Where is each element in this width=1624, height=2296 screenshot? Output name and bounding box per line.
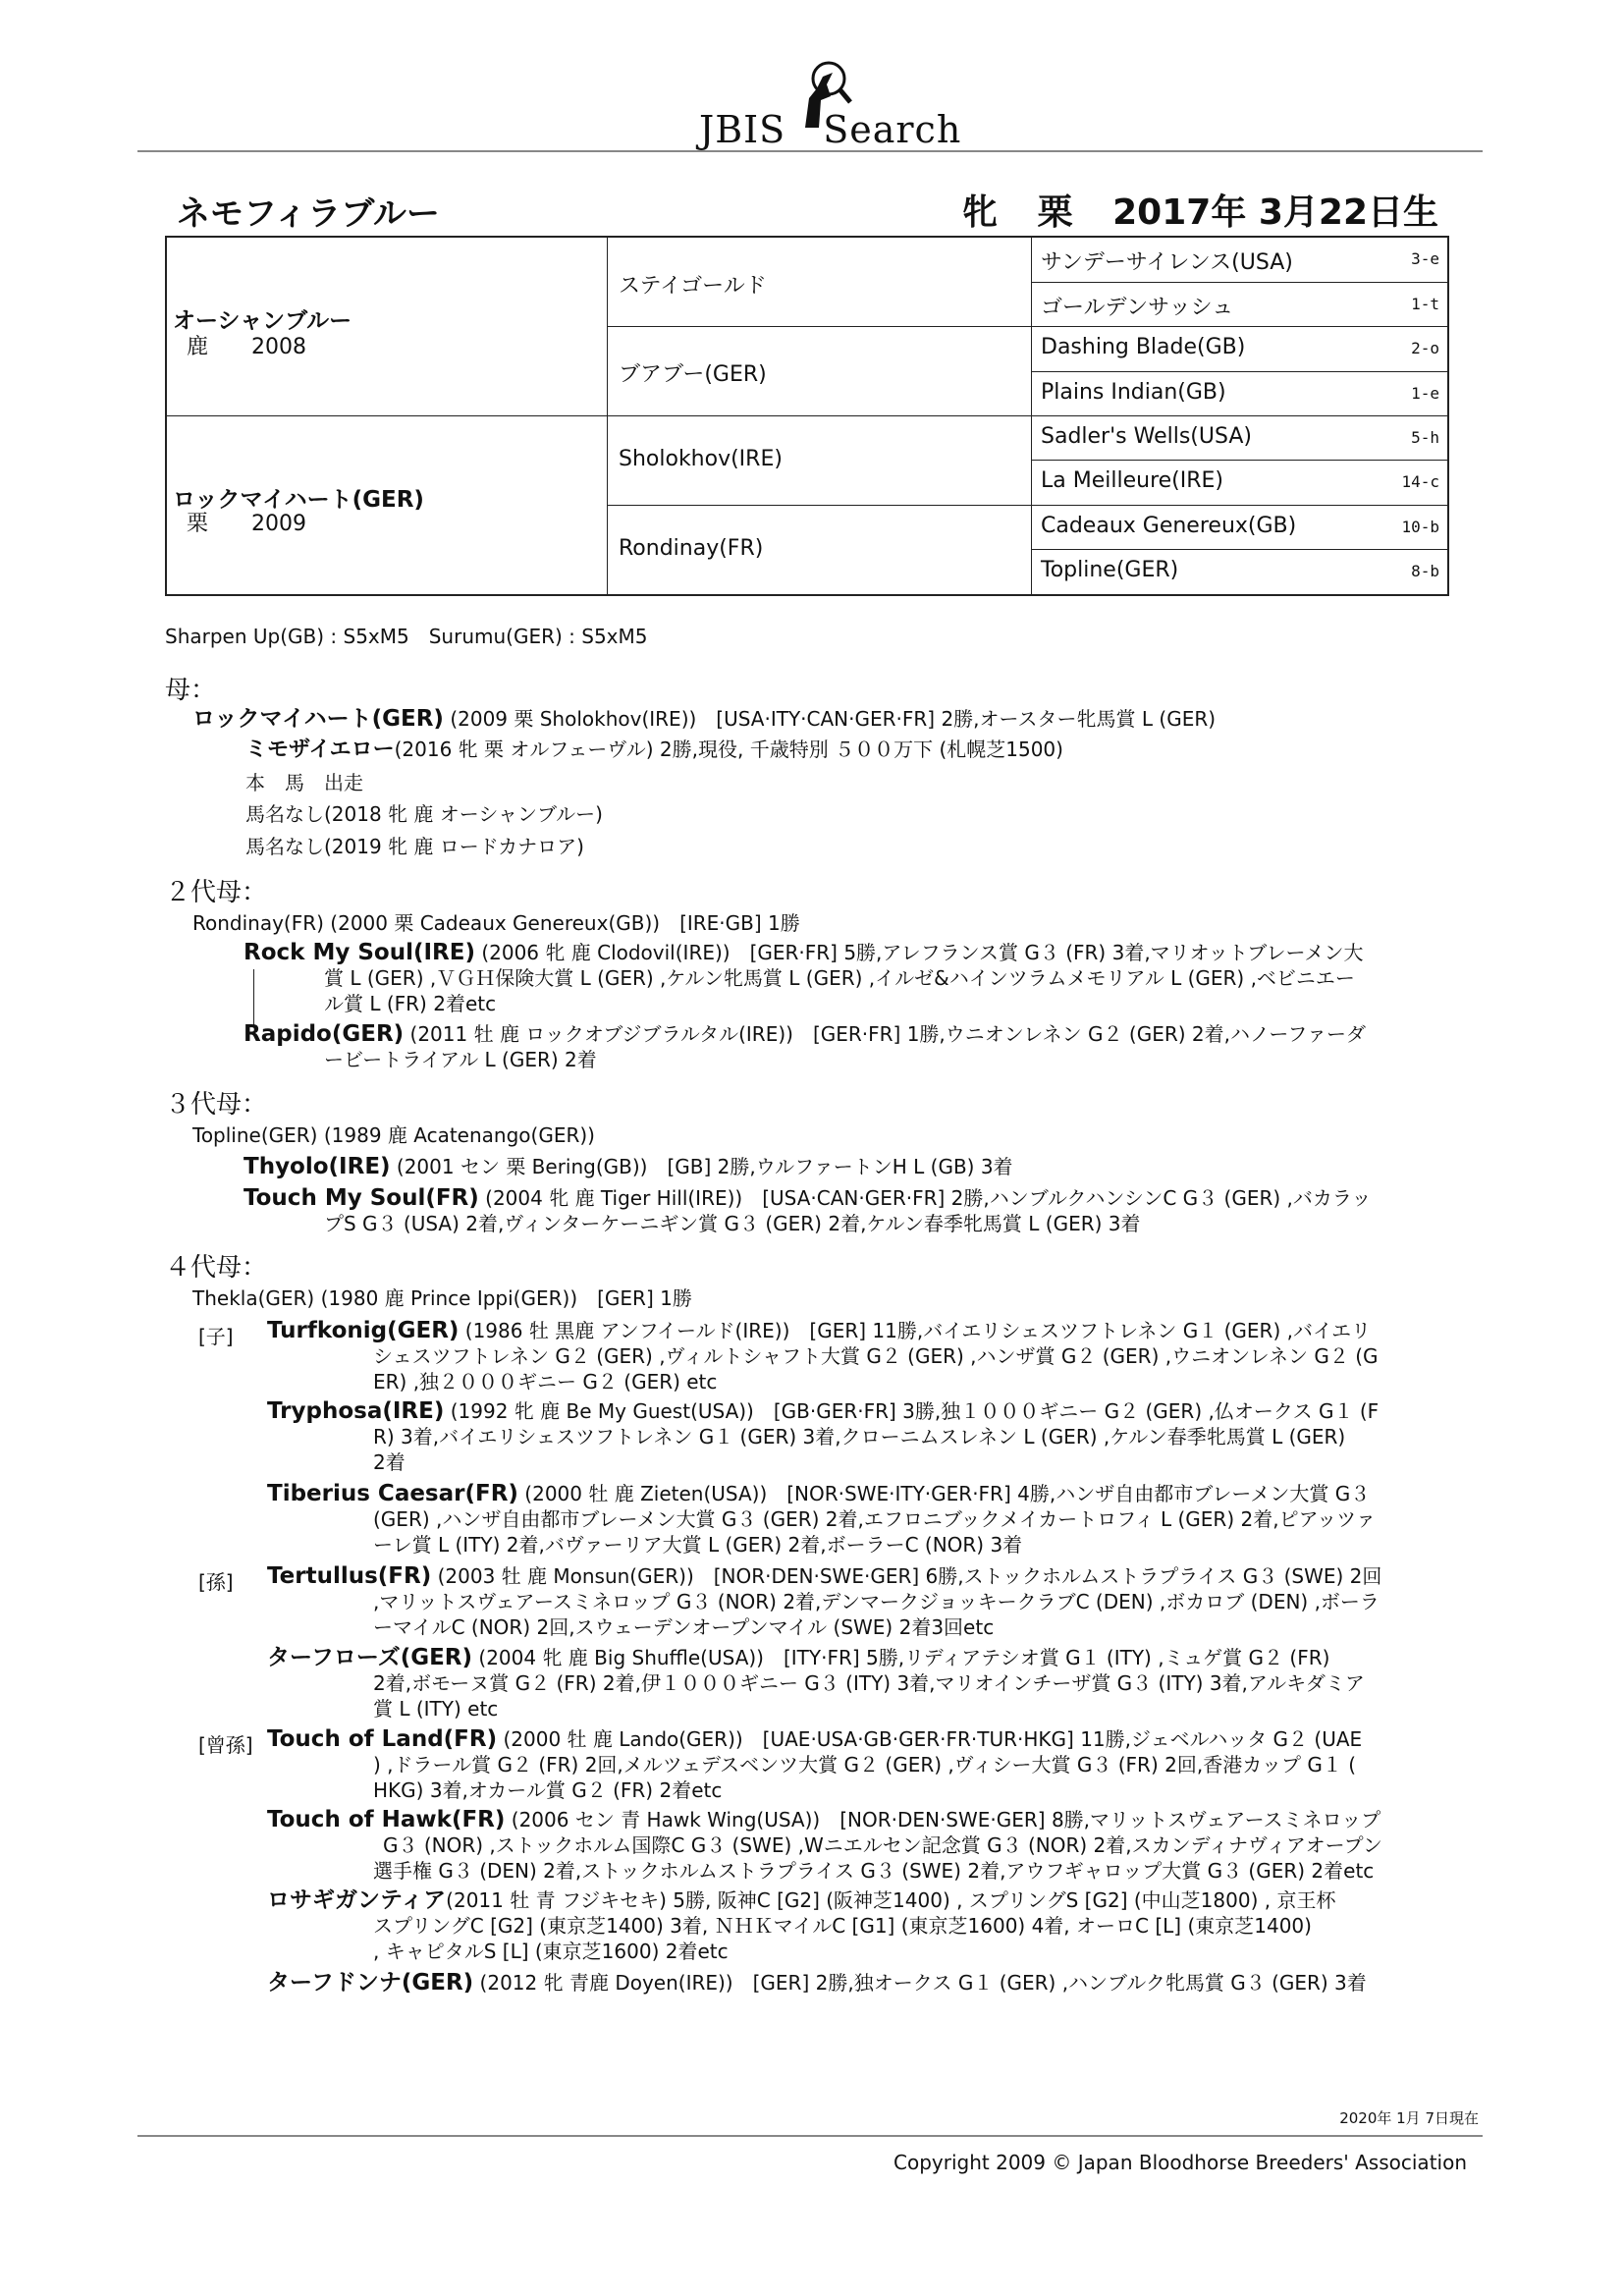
progeny-info-line: ,マリットスヴェアースミネロップ G３ (NOR) 2着,デンマークジョッキークラブC (DEN) ,ボカロブ (DEN) ,ボーラ xyxy=(373,1590,1380,1613)
header-rule xyxy=(137,150,1483,152)
progeny-entry xyxy=(267,1887,1335,1913)
jbis-search-logo xyxy=(699,59,962,151)
progeny-entry xyxy=(267,1563,1381,1589)
progeny-info-line: ER) ,独２０００ギニー G２ (GER) etc xyxy=(373,1370,718,1394)
tag-great-grandchild: [曾孫] xyxy=(198,1733,253,1757)
progeny-bracket xyxy=(253,969,254,1026)
progeny-info-line: (GER) ,ハンザ自由都市ブレーメン大賞 G３ (GER) 2着,エフロニブックメイカートロフィ L (GER) 2着,ピアッツァ xyxy=(373,1507,1376,1531)
pedigree-divider xyxy=(1031,282,1447,283)
progeny-name: Touch My Soul(FR) xyxy=(244,1185,479,1211)
horse-birth: 2017年 3月22日生 xyxy=(1112,192,1439,233)
gen3-ancestor: Dashing Blade(GB) xyxy=(1041,335,1246,359)
horse-info xyxy=(962,185,1466,235)
progeny-entry xyxy=(267,1481,1370,1506)
progeny-info: (2011 牡 鹿 ロックオブジブラルタル(IRE)) [GER·FR] 1勝,ウニオンレネン G２ (GER) 2着,ハノーファーダ xyxy=(409,1022,1366,1046)
logo-text-search: Search xyxy=(823,108,962,151)
horse-color: 栗 xyxy=(1037,192,1073,233)
progeny-info-line: ーレ賞 L (ITY) 2着,バヴァーリア大賞 L (GER) 2着,ボーラーC (NOR) 3着 xyxy=(373,1533,1023,1557)
fourth-dam-name: Thekla(GER) xyxy=(192,1286,315,1310)
gen2-sire-sire: ステイゴールド xyxy=(619,274,767,299)
progeny-entry xyxy=(267,1970,1367,1995)
section-fourth-dam: ４代母： xyxy=(165,1253,268,1283)
gen3-ancestor: Sadler's Wells(USA) xyxy=(1041,424,1252,449)
copyright: Copyright 2009 © Japan Bloodhorse Breeders' Association xyxy=(893,2151,1467,2174)
pedigree-divider xyxy=(167,415,1447,416)
progeny-name: Tertullus(FR) xyxy=(267,1563,432,1589)
progeny-entry: 馬名なし(2019 牝 鹿 ロードカナロア) xyxy=(245,835,584,858)
horse-name: ネモフィラブルー xyxy=(177,194,440,234)
fourth-dam-info: (1980 鹿 Prince Ippi(GER)) [GER] 1勝 xyxy=(320,1286,692,1310)
progeny-name: Turfkonig(GER) xyxy=(267,1318,460,1343)
dam-info: 栗 2009 xyxy=(187,512,306,536)
progeny-entry xyxy=(244,1021,1366,1047)
gen3-ancestor: Topline(GER) xyxy=(1041,558,1179,582)
sire-info: 鹿 2008 xyxy=(187,335,306,359)
progeny-entry xyxy=(244,1154,1013,1179)
progeny-info-line: シェスツフトレネン G２ (GER) ,ヴィルトシャフト大賞 G２ (GER) ,ハンザ賞 G２ (GER) ,ウニオンレネン G２ (G xyxy=(373,1344,1379,1368)
progeny-name: Rock My Soul(IRE) xyxy=(244,940,475,965)
progeny-info-line: , キャピタルS [L] (東京芝1600) 2着etc xyxy=(373,1940,729,1963)
gen3-ancestor: サンデーサイレンス(USA) xyxy=(1041,250,1293,275)
third-dam-info: (1989 鹿 Acatenango(GER)) xyxy=(323,1123,595,1147)
gen3-ancestor: ゴールデンサッシュ xyxy=(1041,296,1234,320)
third-dam-name: Topline(GER) xyxy=(192,1123,318,1147)
progeny-info-line: R) 3着,バイエリシェスツフトレネン G１ (GER) 3着,クローニムスレネン L (GER) ,ケルン春季牝馬賞 L (GER) xyxy=(373,1425,1346,1449)
progeny-name: Tiberius Caesar(FR) xyxy=(267,1481,518,1506)
pedigree-divider xyxy=(1031,371,1447,372)
pedigree-divider xyxy=(1031,549,1447,550)
progeny-info-line: 2着,ボモーヌ賞 G２ (FR) 2着,伊１０００ギニー G３ (ITY) 3着,マリオインチーザ賞 G３ (ITY) 3着,アルキダミア xyxy=(373,1671,1365,1695)
progeny-entry xyxy=(267,1398,1379,1424)
progeny-entry xyxy=(244,940,1363,965)
family-number: 14-c xyxy=(1401,472,1439,491)
family-number: 2-o xyxy=(1411,339,1439,357)
progeny-info-line: 2着 xyxy=(373,1450,406,1474)
pedigree-divider xyxy=(607,505,1447,506)
family-number: 8-b xyxy=(1411,562,1439,580)
second-dam-entry xyxy=(192,910,800,936)
progeny-name: Thyolo(IRE) xyxy=(244,1154,391,1179)
progeny-name: Touch of Hawk(FR) xyxy=(267,1807,506,1832)
progeny-info: (2006 牝 鹿 Clodovil(IRE)) [GER·FR] 5勝,アレフランス賞 G３ (FR) 3着,マリオットブレーメン大 xyxy=(481,941,1364,964)
progeny-name: Tryphosa(IRE) xyxy=(267,1398,445,1424)
progeny-name: ターフドンナ(GER) xyxy=(267,1970,474,1995)
progeny-name: Touch of Land(FR) xyxy=(267,1726,498,1752)
progeny-info-line: 賞 L (ITY) etc xyxy=(373,1697,499,1721)
progeny-entry: 本 馬 出走 xyxy=(245,771,363,794)
pedigree-divider xyxy=(607,326,1447,327)
progeny-info-line: スプリングC [G2] (東京芝1400) 3着, ＮＨＫマイルC [G1] (東京芝1600) 4着, オーロC [L] (東京芝1400) xyxy=(373,1914,1312,1938)
progeny-entry xyxy=(267,1726,1362,1752)
dam-name: ロックマイハート(GER) xyxy=(173,487,424,513)
second-dam-info: (2000 栗 Cadeaux Genereux(GB)) [IRE·GB] 1勝 xyxy=(330,911,800,935)
progeny-info: (2004 牝 鹿 Big Shuffle(USA)) [ITY·FR] 5勝,リディアテシオ賞 G１ (ITY) ,ミュゲ賞 G２ (FR) xyxy=(478,1646,1330,1669)
progeny-info: (2000 牡 鹿 Zieten(USA)) [NOR·SWE·ITY·GER·FR] 4勝,ハンザ自由都市ブレーメン大賞 G３ xyxy=(524,1482,1371,1505)
progeny-entry xyxy=(244,1185,1372,1211)
progeny-name: ロサギガンティア xyxy=(267,1887,447,1913)
pedigree-table xyxy=(165,236,1449,596)
progeny-info: (2006 セン 青 Hawk Wing(USA)) [NOR·DEN·SWE·GER] 8勝,マリットスヴェアースミネロップ xyxy=(511,1808,1381,1831)
progeny-info-line: 選手権 G３ (DEN) 2着,ストックホルムストラプライス G３ (SWE) 2着,アウフギャロップ大賞 G３ (GER) 2着etc xyxy=(373,1859,1375,1883)
gen3-ancestor: La Meilleure(IRE) xyxy=(1041,468,1224,493)
family-number: 10-b xyxy=(1401,518,1439,536)
progeny-info: (2012 牝 青鹿 Doyen(IRE)) [GER] 2勝,独オークス G１ (GER) ,ハンブルク牝馬賞 G３ (GER) 3着 xyxy=(479,1971,1367,1995)
progeny-info: (2003 牡 鹿 Monsun(GER)) [NOR·DEN·SWE·GER] 6勝,ストックホルムストラプライス G３ (SWE) 2回 xyxy=(437,1564,1382,1588)
fourth-dam-entry xyxy=(192,1285,692,1311)
third-dam-entry xyxy=(192,1122,595,1148)
progeny-info: (2016 牝 栗 オルフェーヴル) 2勝,現役, 千歳特別 ５００万下 (札幌芝1500) xyxy=(394,738,1063,761)
progeny-name: ミモザイエロー xyxy=(245,738,395,762)
family-number: 1-e xyxy=(1411,384,1439,403)
logo-text-jbis: JBIS xyxy=(699,108,786,151)
progeny-info: (1992 牝 鹿 Be My Guest(USA)) [GB·GER·FR] 3勝,独１０００ギニー G２ (GER) ,仏オークス G１ (F xyxy=(450,1399,1380,1423)
family-number: 1-t xyxy=(1411,295,1439,313)
gen2-dam-dam: Rondinay(FR) xyxy=(619,536,764,561)
section-dam: 母： xyxy=(165,676,217,705)
inbreeding-cross: Sharpen Up(GB) : S5xM5 Surumu(GER) : S5xM5 xyxy=(165,625,648,648)
progeny-info: (2011 牡 青 フジキセキ) 5勝, 阪神C [G2] (阪神芝1400) , スプリングS [G2] (中山芝1800) , 京王杯 xyxy=(446,1888,1336,1912)
progeny-info-line: プS G３ (USA) 2着,ヴィンターケーニギン賞 G３ (GER) 2着,ケルン春季牝馬賞 L (GER) 3着 xyxy=(324,1212,1141,1235)
progeny-info-line: ル賞 L (FR) 2着etc xyxy=(324,992,497,1015)
second-dam-name: Rondinay(FR) xyxy=(192,911,324,935)
sire-name: オーシャンブルー xyxy=(173,308,352,334)
progeny-entry xyxy=(267,1807,1380,1832)
horse-sex: 牝 xyxy=(962,192,999,233)
progeny-info-line: ーマイルC (NOR) 2回,スウェーデンオープンマイル (SWE) 2着3回etc xyxy=(373,1615,995,1639)
pedigree-divider xyxy=(1031,460,1447,461)
progeny-name: Rapido(GER) xyxy=(244,1021,405,1047)
progeny-entry xyxy=(267,1318,1371,1343)
progeny-name: ターフローズ(GER) xyxy=(267,1645,473,1670)
as-of-date: 2020年 1月 7日現在 xyxy=(1339,2109,1479,2127)
progeny-info-line: 賞 L (GER) ,ＶＧＨ保険大賞 L (GER) ,ケルン牝馬賞 L (GER) ,イルゼ&ハインツラムメモリアル L (GER) ,ベビニエー xyxy=(324,966,1355,990)
progeny-info: (1986 牡 黒鹿 アンフイールド(IRE)) [GER] 11勝,バイエリシェスツフトレネン G１ (GER) ,バイエリ xyxy=(464,1319,1372,1342)
gen2-sire-dam: ブアブー(GER) xyxy=(619,362,767,387)
progeny-info-line: G３ (NOR) ,ストックホルム国際C G３ (SWE) ,Wニエルセン記念賞 G３ (NOR) 2着,スカンディナヴィアオープン xyxy=(383,1833,1382,1857)
progeny-info: (2004 牝 鹿 Tiger Hill(IRE)) [USA·CAN·GER·FR] 2勝,ハンブルクハンシンC G３ (GER) ,バカラッ xyxy=(485,1186,1372,1210)
progeny-entry: 馬名なし(2018 牝 鹿 オーシャンブルー) xyxy=(245,802,603,826)
dam-entry xyxy=(192,706,1216,732)
progeny-info-line: ) ,ドラール賞 G２ (FR) 2回,メルツェデスベンツ大賞 G２ (GER) ,ヴィシー大賞 G３ (FR) 2回,香港カップ G１ ( xyxy=(373,1753,1357,1777)
progeny-info: (2000 牡 鹿 Lando(GER)) [UAE·USA·GB·GER·FR·TUR·HKG] 11勝,ジェベルハッタ G２ (UAE xyxy=(503,1727,1363,1751)
family-number: 3-e xyxy=(1411,249,1439,268)
family-number: 5-h xyxy=(1411,428,1439,447)
progeny-info-line: HKG) 3着,オカール賞 G２ (FR) 2着etc xyxy=(373,1778,723,1802)
dam-entry-info: (2009 栗 Sholokhov(IRE)) [USA·ITY·CAN·GER·FR] 2勝,オースター牝馬賞 L (GER) xyxy=(450,707,1217,731)
gen2-dam-sire: Sholokhov(IRE) xyxy=(619,447,783,471)
gen3-ancestor: Cadeaux Genereux(GB) xyxy=(1041,514,1297,538)
section-second-dam: ２代母： xyxy=(165,878,268,907)
gen3-ancestor: Plains Indian(GB) xyxy=(1041,380,1226,405)
progeny-entry xyxy=(267,1645,1329,1670)
dam-entry-name: ロックマイハート(GER) xyxy=(192,706,444,732)
progeny-info-line: ービートライアル L (GER) 2着 xyxy=(324,1048,597,1071)
section-third-dam: ３代母： xyxy=(165,1090,268,1120)
tag-child: [子] xyxy=(198,1325,234,1348)
footer-rule xyxy=(137,2135,1483,2137)
progeny-info: (2001 セン 栗 Bering(GB)) [GB] 2勝,ウルファートンH L (GB) 3着 xyxy=(396,1155,1013,1178)
progeny-entry xyxy=(245,737,1063,763)
tag-grandchild: [孫] xyxy=(198,1570,234,1594)
